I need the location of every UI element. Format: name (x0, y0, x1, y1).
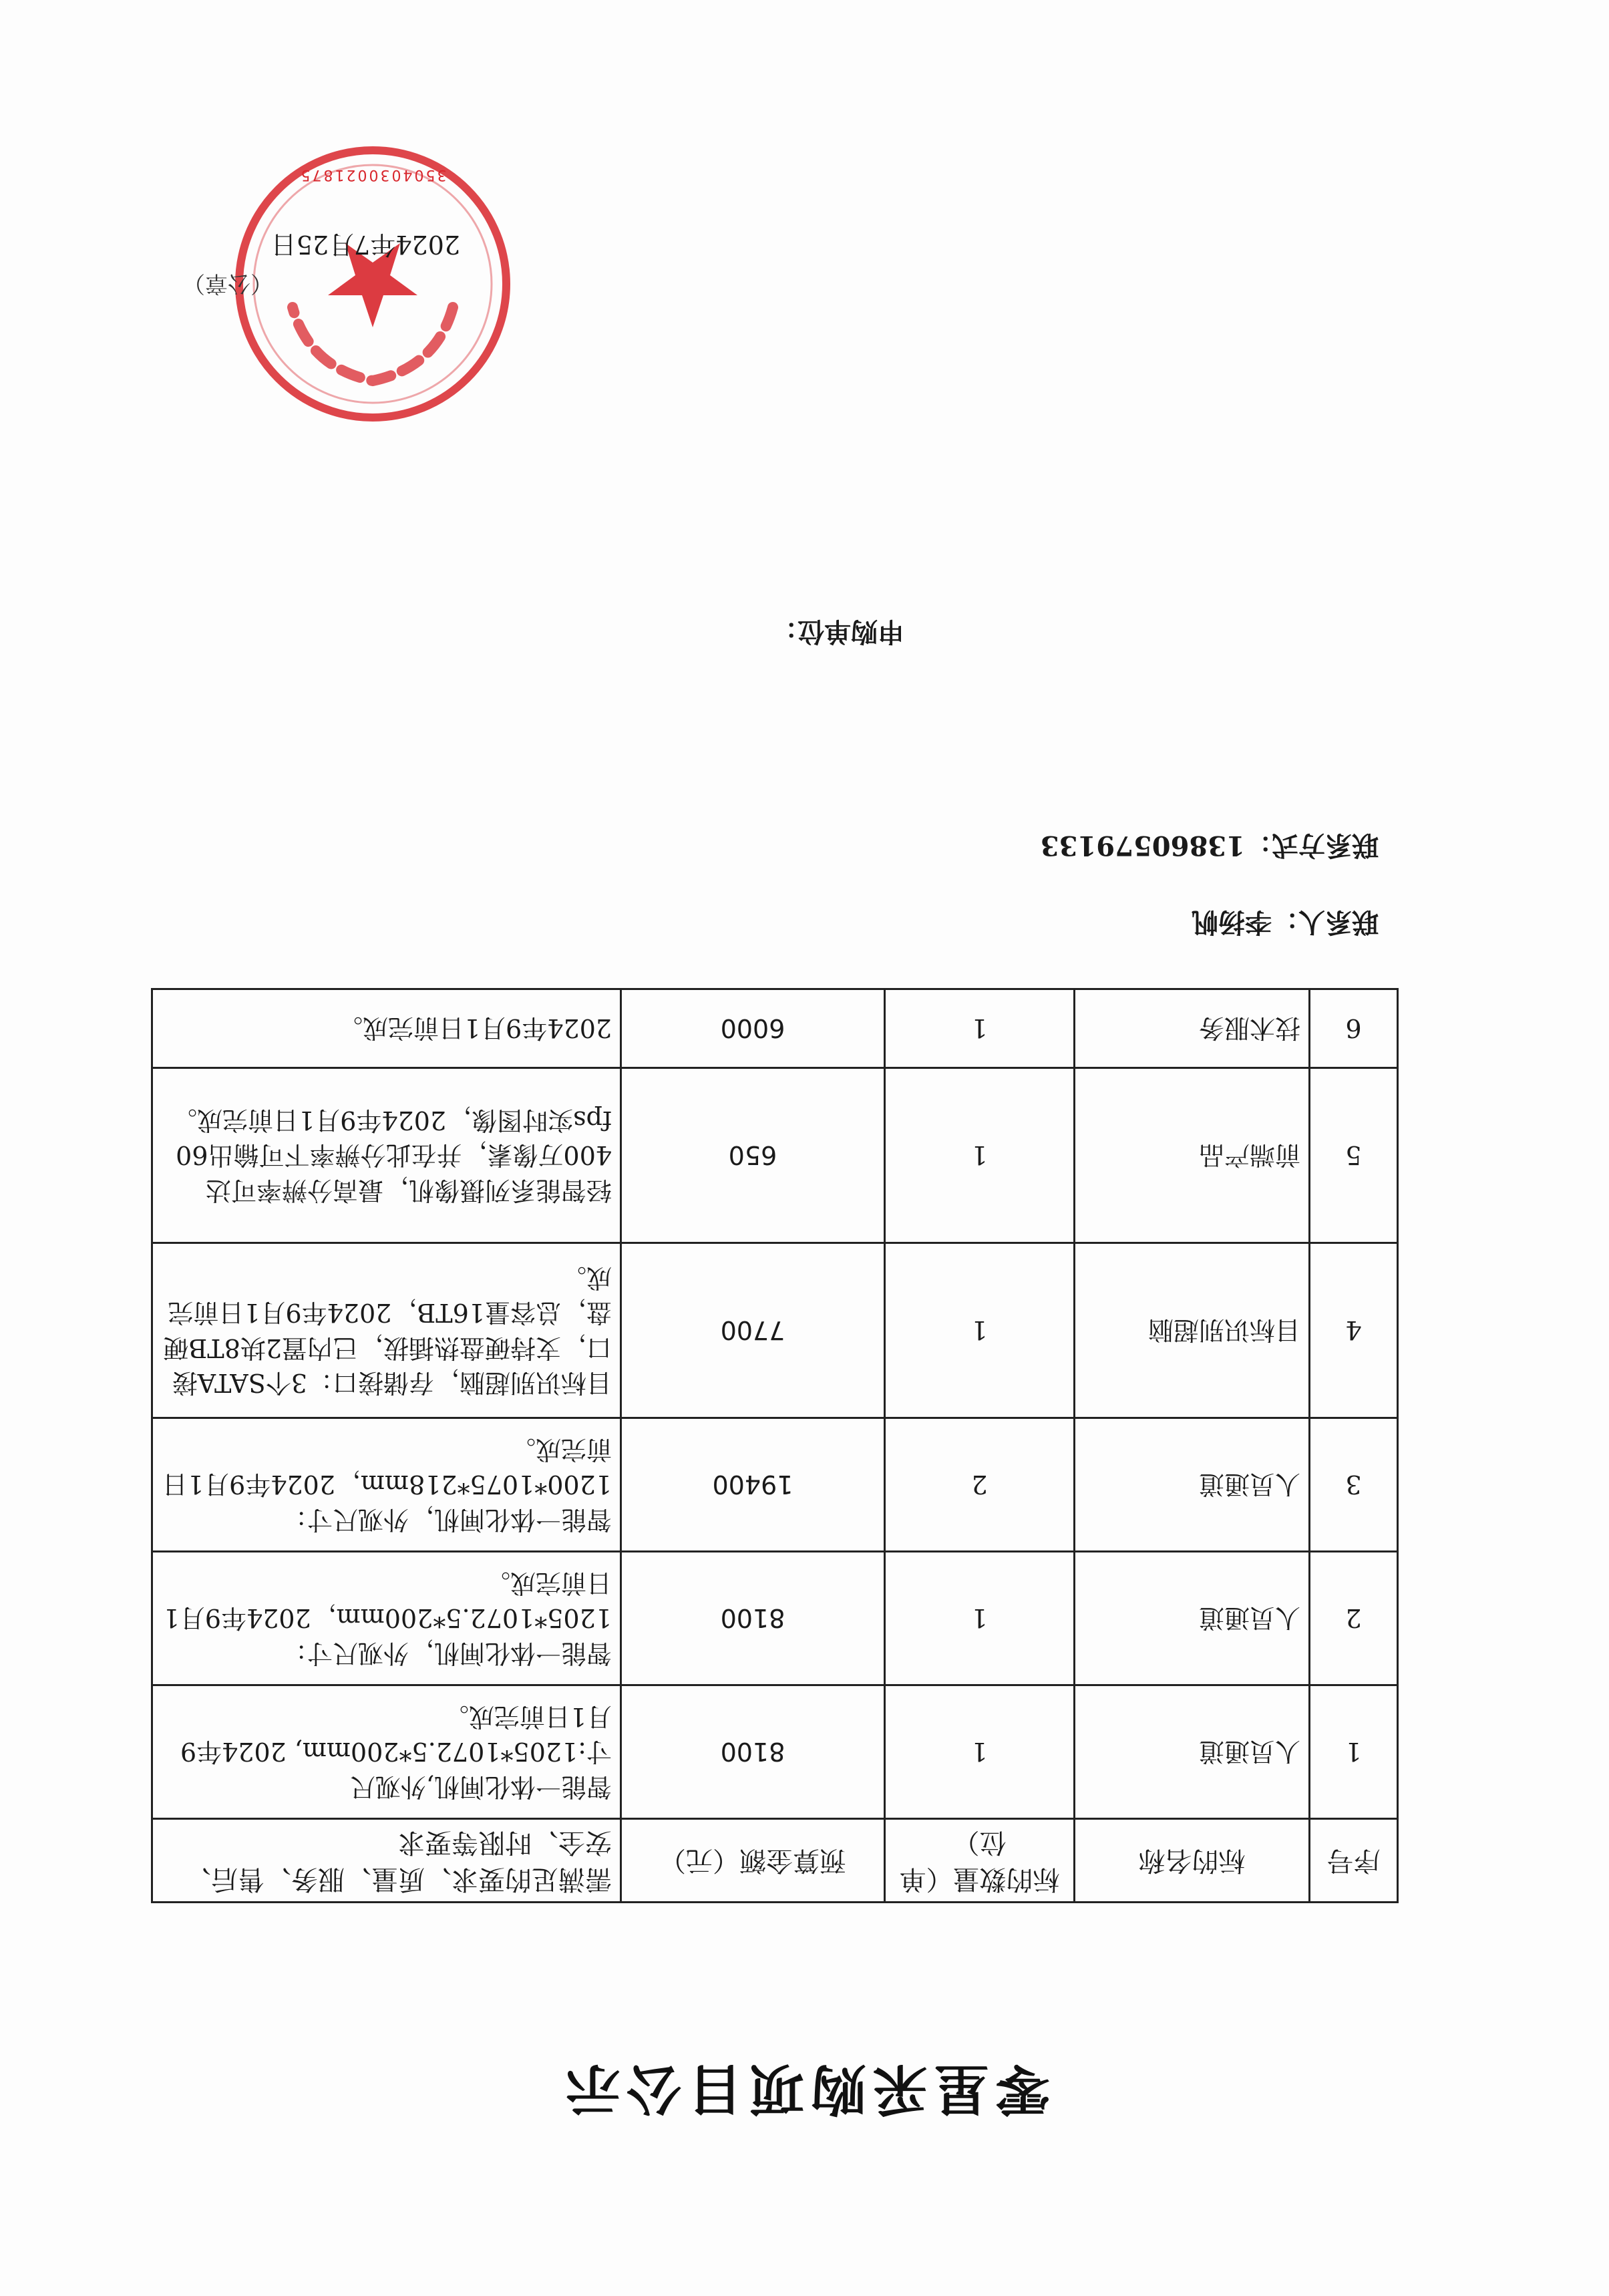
cell-name: 前端产品 (1075, 1068, 1310, 1243)
cell-budget: 650 (621, 1068, 885, 1243)
cell-name: 人员通道 (1075, 1551, 1310, 1685)
contact-phone: 13860579133 (1040, 830, 1245, 861)
contact-person (1192, 905, 1379, 943)
cell-budget: 6000 (621, 989, 885, 1068)
cell-qty: 2 (885, 1418, 1075, 1551)
seal-label: （公章） (182, 270, 273, 297)
cell-index: 5 (1310, 1068, 1398, 1243)
cell-requirements: 智能一体化闸机,外观尺寸:1205*1072.5*200mm, 2024年9月1日前完成。 (152, 1685, 621, 1818)
header-qty: 标的数量（单位） (885, 1818, 1075, 1902)
purchasing-unit-label: 申购单位： (771, 616, 904, 647)
cell-name: 人员通道 (1075, 1685, 1310, 1818)
signature-date: 2024年7月25日 (271, 230, 460, 259)
cell-name: 人员通道 (1075, 1418, 1310, 1551)
cell-requirements: 目标识别超脑，存储接口：3个SATA接口，支持硬盘热插拔，已内置2块8TB硬盘，总容量16TB，2024年9月1日前完成。 (152, 1243, 621, 1418)
header-budget: 预算金额（元） (621, 1818, 885, 1902)
page-title: 零星采购项目公示 (558, 2057, 1051, 2120)
procurement-table (151, 988, 1399, 1903)
seal-code: 3504030021875 (299, 166, 447, 183)
cell-budget: 8100 (621, 1685, 885, 1818)
cell-requirements: 智能一体化闸机，外观尺寸：1205*1072.5*200mm，2024年9月1日前完成。 (152, 1551, 621, 1685)
cell-qty: 1 (885, 1243, 1075, 1418)
cell-budget: 8100 (621, 1551, 885, 1685)
cell-budget: 19400 (621, 1418, 885, 1551)
cell-index: 6 (1310, 989, 1398, 1068)
contact-method (1041, 828, 1379, 866)
cell-name: 技术服务 (1075, 989, 1310, 1068)
table-row (152, 1243, 1398, 1418)
contact-person-label: 联系人： (1272, 907, 1379, 938)
cell-qty: 1 (885, 1068, 1075, 1243)
cell-qty: 1 (885, 1685, 1075, 1818)
cell-budget: 7700 (621, 1243, 885, 1418)
header-index: 序号 (1310, 1818, 1398, 1902)
contact-person-value: 李扬帆 (1192, 907, 1272, 938)
table-header-row (152, 1818, 1398, 1902)
table-row (152, 1685, 1398, 1818)
cell-requirements: 2024年9月1日前完成。 (152, 989, 621, 1068)
cell-index: 3 (1310, 1418, 1398, 1551)
cell-index: 1 (1310, 1685, 1398, 1818)
cell-qty: 1 (885, 989, 1075, 1068)
cell-requirements: 智能一体化闸机，外观尺寸：1200*1075*218mm，2024年9月1日前完成。 (152, 1418, 621, 1551)
table-row (152, 1418, 1398, 1551)
table-row (152, 1551, 1398, 1685)
header-requirements: 需满足的要求、质量、服务、售后、安全、时限等要求 (152, 1818, 621, 1902)
header-name: 标的名称 (1075, 1818, 1310, 1902)
cell-index: 4 (1310, 1243, 1398, 1418)
cell-index: 2 (1310, 1551, 1398, 1685)
cell-name: 目标识别超脑 (1075, 1243, 1310, 1418)
cell-qty: 1 (885, 1551, 1075, 1685)
table-row (152, 989, 1398, 1068)
table-row (152, 1068, 1398, 1243)
contact-method-label: 联系方式： (1245, 830, 1379, 861)
cell-requirements: 轻智能系列摄像机，最高分辨率可达400万像素，并在此分辨率下可输出60 fps实时图像，2024年9月1日前完成。 (152, 1068, 621, 1243)
